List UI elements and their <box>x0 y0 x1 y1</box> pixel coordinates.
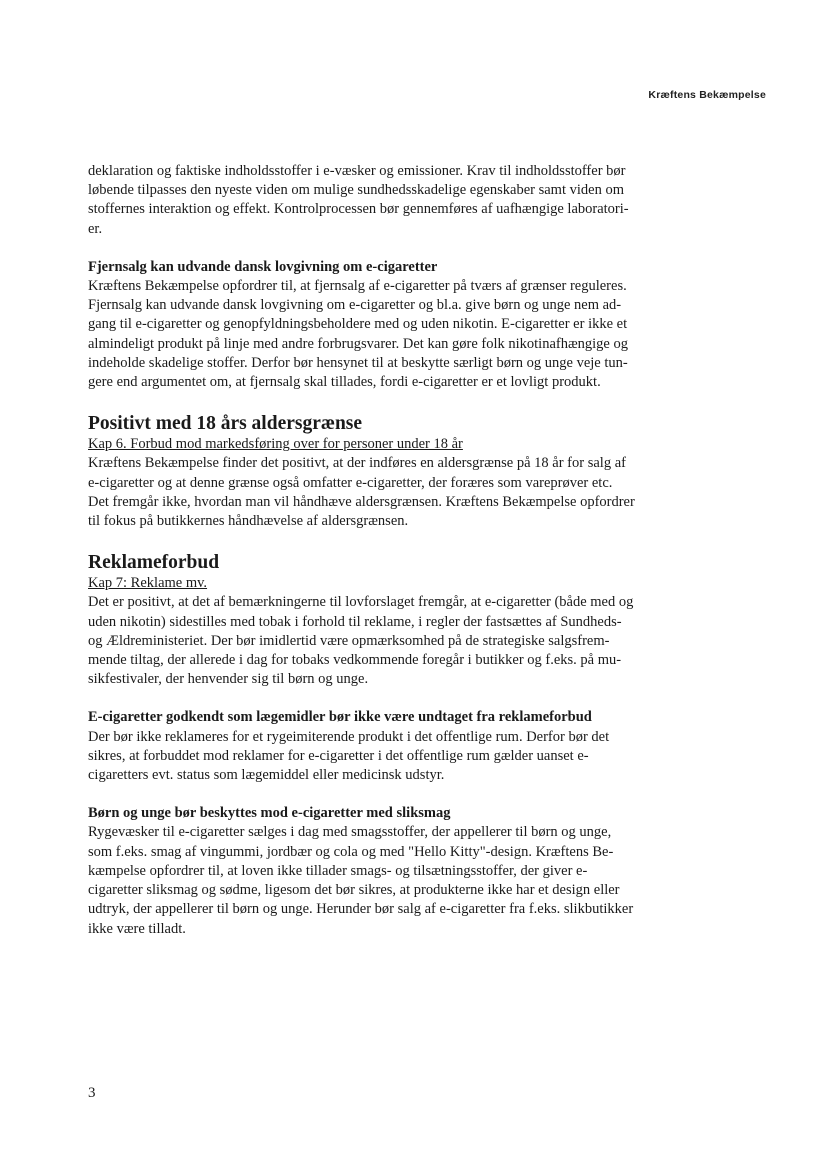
text-line: Kræftens Bekæmpelse opfordrer til, at fjernsalg af e-cigaretter på tværs af grænser reguleres. <box>88 278 627 295</box>
text-line: til fokus på butikkernes håndhævelse af aldersgrænsen. <box>88 513 409 530</box>
text-line: gere end argumentet om, at fjernsalg skal tillades, fordi e-cigaretter er et lovligt produkt. <box>88 374 601 391</box>
section-subheading: E-cigaretter godkendt som lægemidler bør ikke være undtaget fra reklameforbud <box>88 709 592 726</box>
section-reklameforbud <box>88 552 698 689</box>
text-line: og Ældreministeriet. Der bør imidlertid være opmærksomhed på de strategiske salgsfrem- <box>88 632 610 649</box>
text-line: uden nikotin) sidestilles med tobak i forhold til reklame, i regler der fastsættes af Sundheds- <box>88 613 622 630</box>
text-line: indeholde skadelige stoffer. Derfor bør hensynet til at beskytte særligt børn og unge veje tun- <box>88 354 628 371</box>
text-line: Det er positivt, at det af bemærkningerne til lovforslaget fremgår, at e-cigaretter (både med og <box>88 594 634 611</box>
document-body <box>88 162 698 939</box>
page-number: 3 <box>88 1085 96 1101</box>
section-subheading: Fjernsalg kan udvande dansk lovgivning om e-cigaretter <box>88 258 438 275</box>
text-line: gang til e-cigaretter og genopfyldningsbeholdere med og uden nikotin. E-cigaretter er ikke et <box>88 316 628 333</box>
section-aldersgraense <box>88 413 698 531</box>
text-line: Rygevæsker til e-cigaretter sælges i dag med smagsstoffer, der appellerer til børn og unge, <box>88 824 612 841</box>
section-fjernsalg <box>88 258 698 392</box>
text-line: almindeligt produkt på linje med andre forbrugsvarer. Det kan gøre folk nikotinafhængige og <box>88 335 628 352</box>
section-laegemidler <box>88 708 698 785</box>
text-line: deklaration og faktiske indholdsstoffer i e-væsker og emissioner. Krav til indholdsstoffer bør <box>88 163 626 179</box>
text-line: cigaretter sliksmag og sødme, ligesom det bør sikres, at produkterne ikke har et design eller <box>88 882 620 899</box>
text-line: sikfestivaler, der henvender sig til børn og unge. <box>88 671 369 688</box>
text-line: stoffernes interaktion og effekt. Kontrolprocessen bør gennemføres af uafhængige laboratori- <box>88 201 629 218</box>
text-line: Det fremgår ikke, hvordan man vil håndhæve aldersgrænsen. Kræftens Bekæmpelse opfordrer <box>88 493 635 510</box>
section-heading: Reklameforbud <box>88 552 220 574</box>
text-line: løbende tilpasses den nyeste viden om mulige sundhedsskadelige egenskaber samt viden om <box>88 182 624 199</box>
text-line: cigaretters evt. status som lægemiddel eller medicinsk udstyr. <box>88 767 445 784</box>
text-line: kæmpelse opfordrer til, at loven ikke tillader smags- og tilsætningsstoffer, der giver e- <box>88 862 588 879</box>
section-heading: Positivt med 18 års aldersgrænse <box>88 413 363 435</box>
chapter-reference: Kap 6. Forbud mod markedsføring over for personer under 18 år <box>88 436 463 453</box>
text-line: er. <box>88 220 103 237</box>
text-line: Fjernsalg kan udvande dansk lovgivning om e-cigaretter og bl.a. give børn og unge nem ad- <box>88 297 622 314</box>
text-line: som f.eks. smag af vingummi, jordbær og cola og med "Hello Kitty"-design. Kræftens Be- <box>88 843 614 860</box>
section-subheading: Børn og unge bør beskyttes mod e-cigaretter med sliksmag <box>88 805 451 822</box>
text-line: udtryk, der appellerer til børn og unge. Herunder bør salg af e-cigaretter fra f.eks. slikbutikker <box>88 901 634 918</box>
text-line: sikres, at forbuddet mod reklamer for e-cigaretter i det offentlige rum gælder uanset e- <box>88 747 589 764</box>
chapter-reference: Kap 7: Reklame mv. <box>88 575 208 592</box>
intro-paragraph <box>88 162 698 239</box>
text-line: Der bør ikke reklameres for et rygeimiterende produkt i det offentlige rum. Derfor bør det <box>88 728 610 745</box>
text-line: ikke være tilladt. <box>88 920 186 937</box>
text-line: e-cigaretter og at denne grænse også omfatter e-cigaretter, der foræres som vareprøver etc. <box>88 474 613 491</box>
text-line: mende tiltag, der allerede i dag for tobaks vedkommende foregår i butikker og f.eks. på mu- <box>88 652 622 669</box>
page-header-org: Kræftens Bekæmpelse <box>648 89 766 101</box>
section-sliksmag <box>88 804 698 938</box>
text-line: Kræftens Bekæmpelse finder det positivt, at der indføres en aldersgrænse på 18 år for salg af <box>88 455 626 472</box>
